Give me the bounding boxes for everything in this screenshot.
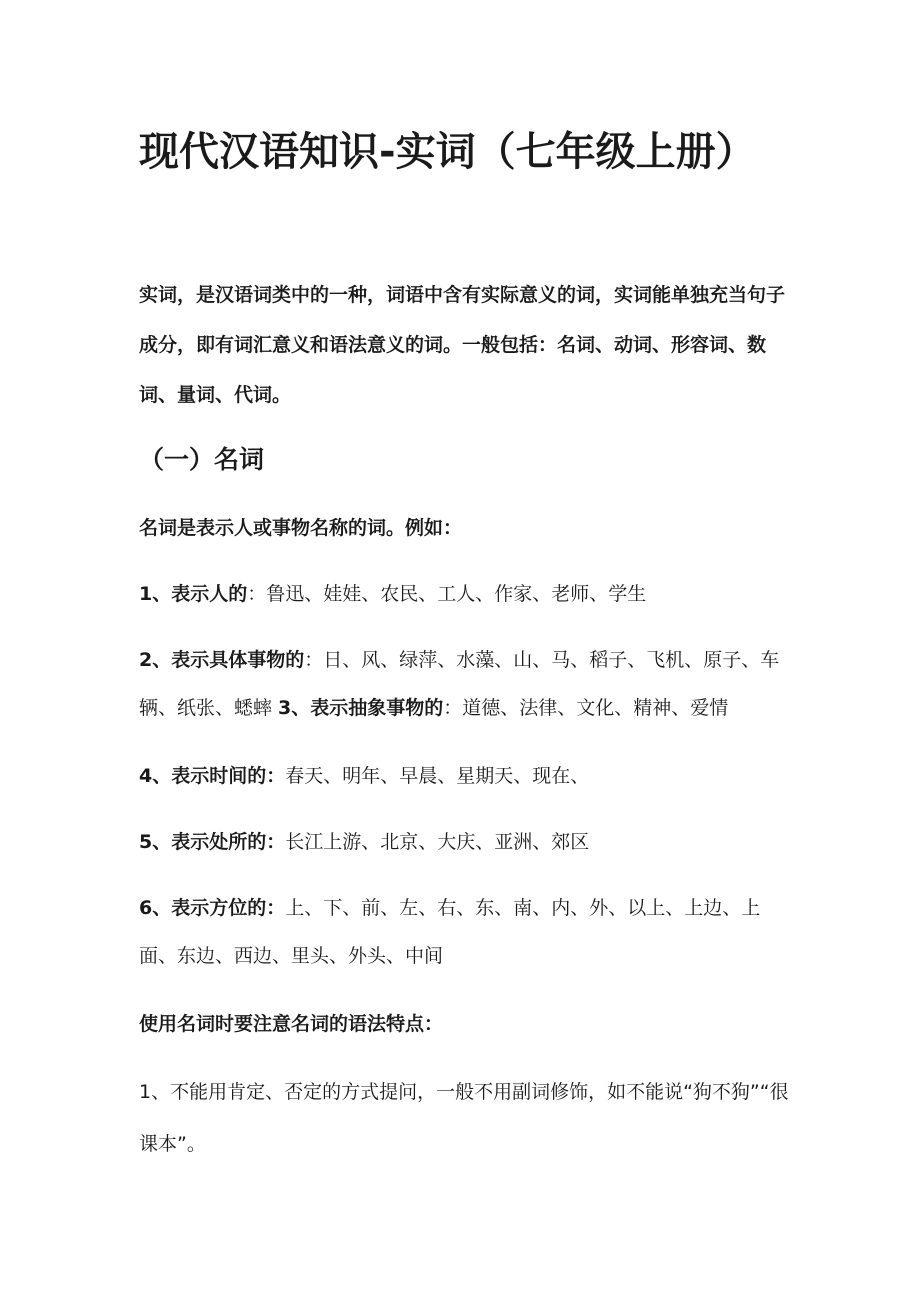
section-heading-nouns: （一）名词 (139, 445, 265, 474)
usage-point-1: 1、不能用肯定、否定的方式提问，一般不用副词修饰，如不能说“狗不狗”“很课本”。 (139, 1081, 789, 1155)
noun-item-1 (139, 579, 646, 609)
item-text: 上、下、前、左、右、东、南、内、外、以上、上边、上面、东边、西边、里头、外头、中间 (139, 897, 761, 967)
item-text: 鲁迅、娃娃、农民、工人、作家、老师、学生 (266, 583, 647, 605)
item-sep: ： (443, 697, 463, 719)
item-sep: ： (247, 583, 267, 605)
intro-paragraph: 实词，是汉语词类中的一种，词语中含有实际意义的词，实词能单独充当句子成分，即有词汇意义和语法意义的词。一般包括：名词、动词、形容词、数词、量词、代词。 (139, 284, 786, 406)
noun-item-4 (139, 761, 589, 791)
noun-definition: 名词是表示人或事物名称的词。例如： (139, 517, 463, 539)
item-label: 3、表示抽象事物的 (278, 697, 444, 719)
item-text: 长江上游、北京、大庆、亚洲、郊区 (285, 831, 590, 853)
document-title: 现代汉语知识-实词（七年级上册） (139, 129, 756, 175)
item-text: 春天、明年、早晨、星期天、现在、 (285, 765, 590, 787)
item-text: 日、风、绿萍、水藻、山、马、稻子、飞机、原子、车辆、纸张、蟋蟀 (139, 649, 780, 719)
noun-item-5 (139, 827, 589, 857)
item-label: 6、表示方位的： (139, 897, 286, 919)
item-label: 5、表示处所的： (139, 831, 286, 853)
item-label: 2、表示具体事物的 (139, 649, 305, 671)
usage-heading: 使用名词时要注意名词的语法特点： (139, 1013, 444, 1035)
noun-item-2-3 (139, 636, 794, 732)
item-sep: ： (304, 649, 324, 671)
item-text: 道德、法律、文化、精神、爱情 (462, 697, 729, 719)
noun-item-6 (139, 884, 794, 980)
item-label: 1、表示人的 (139, 583, 248, 605)
item-label: 4、表示时间的： (139, 765, 286, 787)
